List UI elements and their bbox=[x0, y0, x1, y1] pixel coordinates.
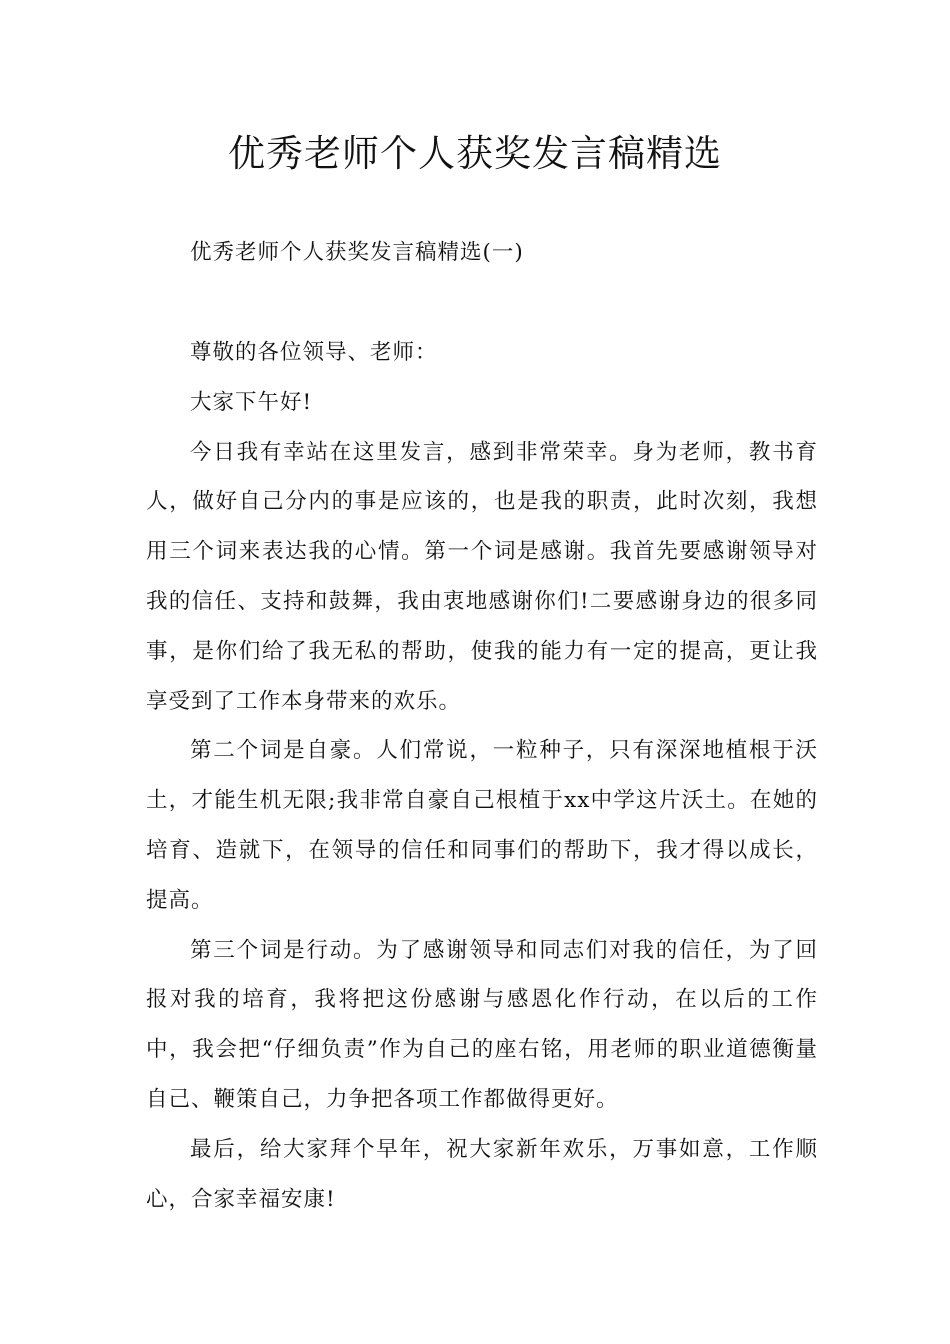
document-subtitle: 优秀老师个人获奖发言稿精选(一) bbox=[190, 240, 524, 265]
paragraph-closing: 最后，给大家拜个早年，祝大家新年欢乐，万事如意，工作顺心，合家幸福安康! bbox=[146, 1136, 818, 1212]
document-body bbox=[146, 328, 818, 1224]
paragraph-pride: 第二个词是自豪。人们常说，一粒种子，只有深深地植根于沃土，才能生机无限;我非常自豪自己根植于xx中学这片沃土。在她的培育、造就下，在领导的信任和同事们的帮助下，我才得以成长，提高。 bbox=[146, 738, 818, 913]
document-title: 优秀老师个人获奖发言稿精选 bbox=[228, 132, 722, 175]
salutation: 尊敬的各位领导、老师： bbox=[190, 340, 438, 365]
greeting: 大家下午好! bbox=[190, 389, 313, 415]
paragraph-gratitude: 今日我有幸站在这里发言，感到非常荣幸。身为老师，教书育人，做好自己分内的事是应该的，也是我的职责，此时次刻，我想用三个词来表达我的心情。第一个词是感谢。我首先要感谢领导对我的信任、支持和鼓舞，我由衷地感谢你们!二要感谢身边的很多同事，是你们给了我无私的帮助，使我的能力有一定的提高，更让我享受到了工作本身带来的欢乐。 bbox=[146, 439, 818, 714]
paragraph-action: 第三个词是行动。为了感谢领导和同志们对我的信任，为了回报对我的培育，我将把这份感谢与感恩化作行动，在以后的工作中，我会把“仔细负责”作为自己的座右铭，用老师的职业道德衡量自己、鞭策自己，力争把各项工作都做得更好。 bbox=[146, 937, 818, 1112]
